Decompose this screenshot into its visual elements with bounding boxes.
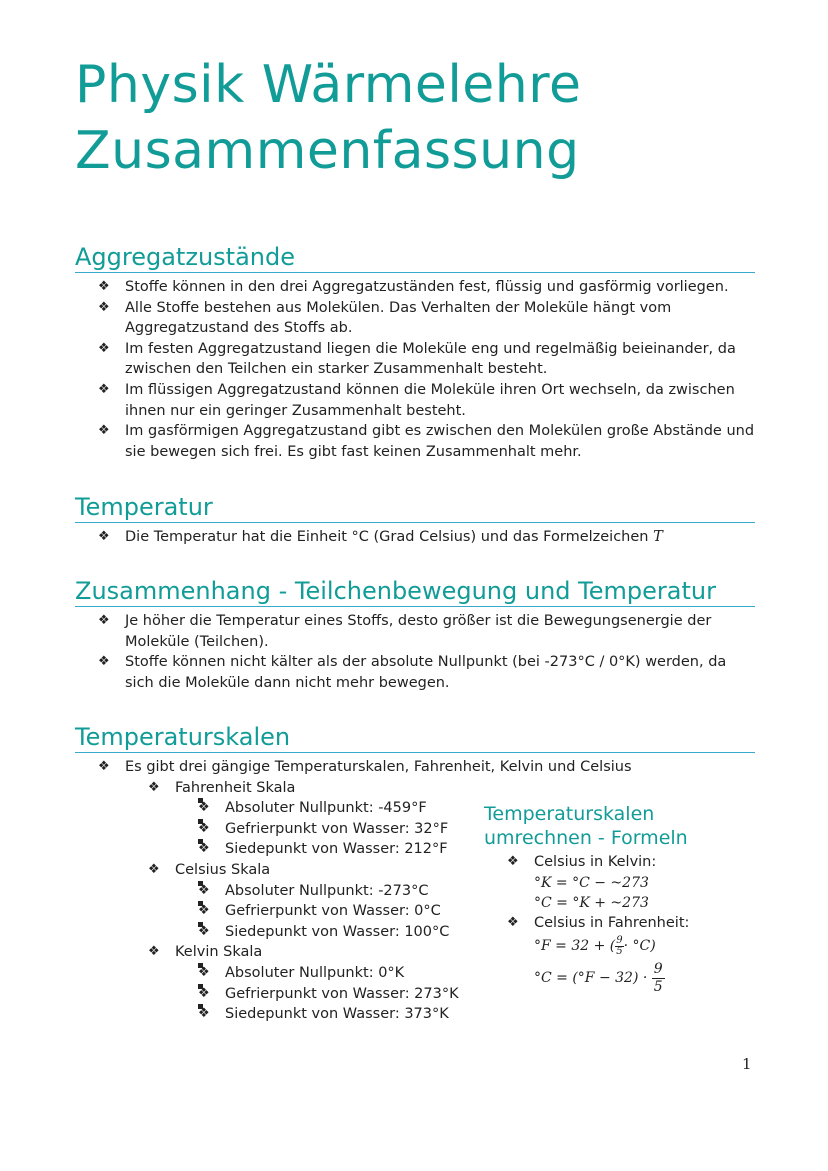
scale-point: ❖ Absoluter Nullpunkt: -459°F [225,798,755,819]
conversion-list [484,913,764,934]
scale-point: ❖ Absoluter Nullpunkt: -273°C [225,881,755,902]
page-number: 1 [742,1055,752,1073]
page-title [75,52,775,184]
section-heading: Temperatur [75,492,755,523]
fraction-denominator: 5 [616,945,623,957]
formula-symbol: T [653,529,663,545]
formula-part: °F = 32 + ( [534,938,616,955]
conversion-heading [484,802,764,850]
conversion-list [484,852,764,873]
title-line-2: Zusammenfassung [75,121,580,181]
formula-celsius-from-kelvin: °C = °K + ~273 [534,894,649,911]
fraction [652,961,665,996]
formula-fahrenheit [484,933,764,959]
section-zusammenhang [75,576,755,693]
scale-point: ❖ Siedepunkt von Wasser: 373°K [225,1004,755,1025]
section-heading: Aggregatzustände [75,242,755,273]
list-item: ❖ Je höher die Temperatur eines Stoffs, desto größer ist die Bewegungsenergie der Moleküle (Teilchen). [125,611,755,652]
list-item: ❖ Im flüssigen Aggregatzustand können die Moleküle ihren Ort wechseln, da zwischen ihnen nur ein geringer Zusammenhalt besteht. [125,380,755,421]
bullet-list [75,527,755,548]
section-temperatur [75,492,755,548]
conversion-heading-line-1: Temperaturskalen [484,803,655,825]
list-item: ❖ Alle Stoffe bestehen aus Molekülen. Das Verhalten der Moleküle hängt vom Aggregatzustand des Stoffs ab. [125,298,755,339]
bullet-list [75,277,755,462]
list-item-text: Die Temperatur hat die Einheit °C (Grad Celsius) und das Formelzeichen [125,529,649,545]
scale-point: ❖ Gefrierpunkt von Wasser: 0°C [225,901,755,922]
section-aggregatzustaende [75,242,755,462]
conversion-box [484,802,764,997]
list-item: ❖ Celsius in Fahrenheit: [534,913,764,934]
scale-name: Fahrenheit Skala [175,779,296,796]
scale-name: Kelvin Skala [175,944,263,961]
scale-point: ❖ Absoluter Nullpunkt: 0°K [225,963,755,984]
scale-point: ❖ Gefrierpunkt von Wasser: 32°F [225,819,755,840]
title-line-1: Physik Wärmelehre [75,55,582,115]
list-item: ❖ Stoffe können in den drei Aggregatzuständen fest, flüssig und gasförmig vorliegen. [125,277,755,298]
scale-point: ❖ Gefrierpunkt von Wasser: 273°K [225,984,755,1005]
formula-kelvin: °K = °C − ~273 [534,874,649,891]
scale-point: ❖ Siedepunkt von Wasser: 212°F [225,839,755,860]
conversion-heading-line-2: umrechnen - Formeln [484,827,688,849]
list-item [125,527,755,548]
fraction-numerator: 9 [616,934,623,946]
formula-part: °C = (°F − 32) · [534,970,648,987]
list-item: ❖ Celsius in Kelvin: [534,852,764,873]
bullet-list [75,611,755,693]
formula-part: · °C) [623,938,656,955]
fraction [615,936,623,957]
fraction-numerator: 9 [653,960,663,977]
section-heading: Zusammenhang - Teilchenbewegung und Temperatur [75,576,755,607]
formula-celsius-from-fahrenheit [484,959,764,997]
list-item: ❖ Im festen Aggregatzustand liegen die Moleküle eng und regelmäßig beieinander, da zwischen den Teilchen ein starker Zusammenhalt besteht. [125,339,755,380]
scale-point: ❖ Siedepunkt von Wasser: 100°C [225,922,755,943]
section-heading: Temperaturskalen [75,722,755,753]
list-item: ❖ Im gasförmigen Aggregatzustand gibt es zwischen den Molekülen große Abstände und sie bewegen sich frei. Es gibt fast keinen Zusammenhalt mehr. [125,421,755,462]
list-item-text: Es gibt drei gängige Temperaturskalen, Fahrenheit, Kelvin und Celsius [125,759,632,775]
fraction-denominator: 5 [653,978,663,995]
list-item: ❖ Stoffe können nicht kälter als der absolute Nullpunkt (bei -273°C / 0°K) werden, da sich die Moleküle dann nicht mehr bewegen. [125,652,755,693]
scale-name: Celsius Skala [175,861,271,878]
